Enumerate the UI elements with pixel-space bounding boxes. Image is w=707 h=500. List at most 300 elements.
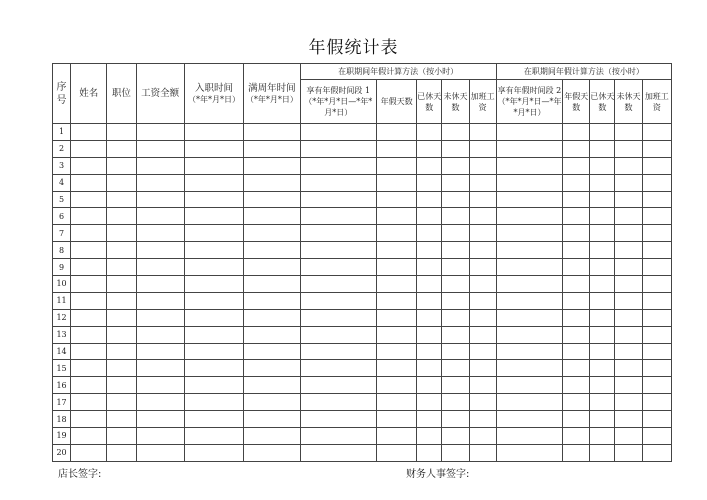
table-cell[interactable] — [184, 157, 243, 174]
table-cell[interactable] — [442, 140, 469, 157]
table-cell[interactable] — [590, 174, 615, 191]
table-cell[interactable] — [71, 377, 107, 394]
table-cell[interactable] — [71, 444, 107, 461]
table-cell[interactable] — [71, 276, 107, 293]
table-cell[interactable] — [107, 309, 136, 326]
table-cell[interactable] — [615, 360, 642, 377]
table-cell[interactable] — [496, 292, 562, 309]
table-cell[interactable] — [376, 174, 416, 191]
table-cell[interactable] — [376, 309, 416, 326]
table-cell[interactable] — [71, 360, 107, 377]
table-cell[interactable] — [184, 343, 243, 360]
table-cell[interactable] — [642, 174, 671, 191]
table-cell[interactable] — [442, 377, 469, 394]
table-cell[interactable] — [496, 360, 562, 377]
table-cell[interactable] — [563, 309, 590, 326]
table-cell[interactable] — [107, 360, 136, 377]
table-cell[interactable] — [615, 411, 642, 428]
table-cell[interactable] — [107, 428, 136, 445]
table-cell[interactable] — [496, 326, 562, 343]
table-cell[interactable] — [496, 157, 562, 174]
table-cell[interactable] — [300, 191, 376, 208]
table-cell[interactable] — [590, 157, 615, 174]
table-cell[interactable] — [244, 225, 300, 242]
table-cell[interactable] — [184, 276, 243, 293]
table-cell[interactable] — [469, 124, 496, 141]
table-cell[interactable] — [71, 411, 107, 428]
table-cell[interactable] — [107, 394, 136, 411]
table-cell[interactable] — [184, 309, 243, 326]
table-cell[interactable] — [442, 208, 469, 225]
table-cell[interactable] — [563, 292, 590, 309]
table-cell[interactable] — [300, 309, 376, 326]
table-cell[interactable] — [417, 157, 442, 174]
table-cell[interactable] — [184, 140, 243, 157]
table-cell[interactable] — [300, 343, 376, 360]
table-cell[interactable] — [563, 174, 590, 191]
table-cell[interactable] — [615, 225, 642, 242]
table-cell[interactable] — [642, 140, 671, 157]
table-cell[interactable] — [244, 326, 300, 343]
table-cell[interactable] — [107, 174, 136, 191]
table-cell[interactable] — [590, 360, 615, 377]
table-cell[interactable] — [442, 124, 469, 141]
table-cell[interactable] — [469, 377, 496, 394]
table-cell[interactable] — [496, 428, 562, 445]
table-cell[interactable] — [244, 124, 300, 141]
table-cell[interactable] — [563, 124, 590, 141]
table-cell[interactable] — [244, 276, 300, 293]
table-cell[interactable] — [642, 225, 671, 242]
table-cell[interactable] — [184, 174, 243, 191]
table-cell[interactable] — [590, 276, 615, 293]
table-cell[interactable] — [469, 394, 496, 411]
table-cell[interactable] — [442, 259, 469, 276]
table-cell[interactable] — [615, 377, 642, 394]
table-cell[interactable] — [417, 124, 442, 141]
table-cell[interactable] — [642, 208, 671, 225]
table-cell[interactable] — [417, 411, 442, 428]
table-cell[interactable] — [615, 394, 642, 411]
table-cell[interactable] — [136, 292, 184, 309]
table-cell[interactable] — [71, 259, 107, 276]
table-cell[interactable] — [136, 276, 184, 293]
table-cell[interactable] — [136, 326, 184, 343]
table-cell[interactable] — [615, 259, 642, 276]
table-cell[interactable] — [184, 191, 243, 208]
table-cell[interactable] — [376, 259, 416, 276]
table-cell[interactable] — [442, 444, 469, 461]
table-cell[interactable] — [107, 276, 136, 293]
table-cell[interactable] — [300, 326, 376, 343]
table-cell[interactable] — [469, 225, 496, 242]
table-cell[interactable] — [496, 276, 562, 293]
table-cell[interactable] — [244, 140, 300, 157]
table-cell[interactable] — [376, 343, 416, 360]
table-cell[interactable] — [244, 208, 300, 225]
table-cell[interactable] — [136, 225, 184, 242]
table-cell[interactable] — [244, 157, 300, 174]
table-cell[interactable] — [184, 377, 243, 394]
table-cell[interactable] — [136, 343, 184, 360]
table-cell[interactable] — [244, 174, 300, 191]
table-cell[interactable] — [300, 428, 376, 445]
table-cell[interactable] — [563, 276, 590, 293]
table-cell[interactable] — [469, 444, 496, 461]
table-cell[interactable] — [590, 326, 615, 343]
table-cell[interactable] — [300, 225, 376, 242]
table-cell[interactable] — [244, 444, 300, 461]
table-cell[interactable] — [442, 360, 469, 377]
table-cell[interactable] — [496, 411, 562, 428]
table-cell[interactable] — [136, 191, 184, 208]
table-cell[interactable] — [71, 343, 107, 360]
table-cell[interactable] — [71, 242, 107, 259]
table-cell[interactable] — [136, 394, 184, 411]
table-cell[interactable] — [496, 124, 562, 141]
table-cell[interactable] — [71, 292, 107, 309]
table-cell[interactable] — [71, 157, 107, 174]
table-cell[interactable] — [417, 326, 442, 343]
table-cell[interactable] — [563, 208, 590, 225]
table-cell[interactable] — [244, 191, 300, 208]
table-cell[interactable] — [615, 276, 642, 293]
table-cell[interactable] — [300, 208, 376, 225]
table-cell[interactable] — [107, 411, 136, 428]
table-cell[interactable] — [300, 276, 376, 293]
table-cell[interactable] — [496, 259, 562, 276]
table-cell[interactable] — [244, 292, 300, 309]
table-cell[interactable] — [417, 259, 442, 276]
table-cell[interactable] — [184, 360, 243, 377]
table-cell[interactable] — [469, 276, 496, 293]
table-cell[interactable] — [376, 157, 416, 174]
table-cell[interactable] — [107, 157, 136, 174]
table-cell[interactable] — [469, 292, 496, 309]
table-cell[interactable] — [244, 309, 300, 326]
table-cell[interactable] — [136, 124, 184, 141]
table-cell[interactable] — [244, 411, 300, 428]
table-cell[interactable] — [136, 157, 184, 174]
table-cell[interactable] — [442, 276, 469, 293]
table-cell[interactable] — [300, 444, 376, 461]
table-cell[interactable] — [496, 394, 562, 411]
table-cell[interactable] — [615, 208, 642, 225]
table-cell[interactable] — [469, 242, 496, 259]
table-cell[interactable] — [417, 394, 442, 411]
table-cell[interactable] — [107, 225, 136, 242]
table-cell[interactable] — [107, 343, 136, 360]
table-cell[interactable] — [563, 191, 590, 208]
table-cell[interactable] — [442, 411, 469, 428]
table-cell[interactable] — [107, 208, 136, 225]
table-cell[interactable] — [469, 309, 496, 326]
table-cell[interactable] — [300, 292, 376, 309]
table-cell[interactable] — [300, 394, 376, 411]
table-cell[interactable] — [376, 411, 416, 428]
table-cell[interactable] — [563, 259, 590, 276]
table-cell[interactable] — [184, 292, 243, 309]
table-cell[interactable] — [417, 292, 442, 309]
table-cell[interactable] — [71, 428, 107, 445]
table-cell[interactable] — [442, 309, 469, 326]
table-cell[interactable] — [590, 292, 615, 309]
table-cell[interactable] — [615, 444, 642, 461]
table-cell[interactable] — [615, 309, 642, 326]
table-cell[interactable] — [107, 242, 136, 259]
table-cell[interactable] — [107, 292, 136, 309]
table-cell[interactable] — [71, 225, 107, 242]
table-cell[interactable] — [71, 394, 107, 411]
table-cell[interactable] — [469, 140, 496, 157]
table-cell[interactable] — [469, 326, 496, 343]
table-cell[interactable] — [563, 326, 590, 343]
table-cell[interactable] — [590, 343, 615, 360]
table-cell[interactable] — [417, 377, 442, 394]
table-cell[interactable] — [469, 208, 496, 225]
table-cell[interactable] — [376, 124, 416, 141]
table-cell[interactable] — [469, 157, 496, 174]
table-cell[interactable] — [442, 428, 469, 445]
table-cell[interactable] — [615, 124, 642, 141]
table-cell[interactable] — [642, 191, 671, 208]
table-cell[interactable] — [376, 242, 416, 259]
table-cell[interactable] — [642, 276, 671, 293]
table-cell[interactable] — [642, 309, 671, 326]
table-cell[interactable] — [136, 428, 184, 445]
table-cell[interactable] — [184, 242, 243, 259]
table-cell[interactable] — [469, 191, 496, 208]
table-cell[interactable] — [563, 394, 590, 411]
table-cell[interactable] — [590, 124, 615, 141]
table-cell[interactable] — [615, 191, 642, 208]
table-cell[interactable] — [442, 326, 469, 343]
table-cell[interactable] — [136, 174, 184, 191]
table-cell[interactable] — [136, 140, 184, 157]
table-cell[interactable] — [563, 377, 590, 394]
table-cell[interactable] — [376, 140, 416, 157]
table-cell[interactable] — [442, 242, 469, 259]
table-cell[interactable] — [244, 394, 300, 411]
table-cell[interactable] — [615, 157, 642, 174]
table-cell[interactable] — [417, 343, 442, 360]
table-cell[interactable] — [563, 343, 590, 360]
table-cell[interactable] — [642, 157, 671, 174]
table-cell[interactable] — [442, 343, 469, 360]
table-cell[interactable] — [417, 360, 442, 377]
table-cell[interactable] — [590, 208, 615, 225]
table-cell[interactable] — [417, 276, 442, 293]
table-cell[interactable] — [469, 343, 496, 360]
table-cell[interactable] — [615, 140, 642, 157]
table-cell[interactable] — [442, 157, 469, 174]
table-cell[interactable] — [642, 411, 671, 428]
table-cell[interactable] — [184, 326, 243, 343]
table-cell[interactable] — [376, 360, 416, 377]
table-cell[interactable] — [107, 444, 136, 461]
table-cell[interactable] — [642, 124, 671, 141]
table-cell[interactable] — [496, 225, 562, 242]
table-cell[interactable] — [244, 259, 300, 276]
table-cell[interactable] — [376, 225, 416, 242]
table-cell[interactable] — [71, 174, 107, 191]
table-cell[interactable] — [563, 157, 590, 174]
table-cell[interactable] — [563, 360, 590, 377]
table-cell[interactable] — [496, 191, 562, 208]
table-cell[interactable] — [442, 394, 469, 411]
table-cell[interactable] — [376, 292, 416, 309]
table-cell[interactable] — [376, 191, 416, 208]
table-cell[interactable] — [642, 428, 671, 445]
table-cell[interactable] — [300, 174, 376, 191]
table-cell[interactable] — [376, 326, 416, 343]
table-cell[interactable] — [136, 377, 184, 394]
table-cell[interactable] — [615, 242, 642, 259]
table-cell[interactable] — [563, 242, 590, 259]
table-cell[interactable] — [590, 191, 615, 208]
table-cell[interactable] — [300, 377, 376, 394]
table-cell[interactable] — [300, 140, 376, 157]
table-cell[interactable] — [442, 174, 469, 191]
table-cell[interactable] — [496, 309, 562, 326]
table-cell[interactable] — [417, 191, 442, 208]
table-cell[interactable] — [71, 326, 107, 343]
table-cell[interactable] — [615, 428, 642, 445]
table-cell[interactable] — [71, 309, 107, 326]
table-cell[interactable] — [244, 360, 300, 377]
table-cell[interactable] — [376, 394, 416, 411]
table-cell[interactable] — [184, 208, 243, 225]
table-cell[interactable] — [71, 124, 107, 141]
table-cell[interactable] — [496, 343, 562, 360]
table-cell[interactable] — [642, 343, 671, 360]
table-cell[interactable] — [300, 124, 376, 141]
table-cell[interactable] — [469, 259, 496, 276]
table-cell[interactable] — [615, 174, 642, 191]
table-cell[interactable] — [642, 242, 671, 259]
table-cell[interactable] — [184, 428, 243, 445]
table-cell[interactable] — [136, 242, 184, 259]
table-cell[interactable] — [244, 428, 300, 445]
table-cell[interactable] — [300, 411, 376, 428]
table-cell[interactable] — [244, 343, 300, 360]
table-cell[interactable] — [615, 292, 642, 309]
table-cell[interactable] — [590, 140, 615, 157]
table-cell[interactable] — [469, 428, 496, 445]
table-cell[interactable] — [107, 124, 136, 141]
table-cell[interactable] — [496, 444, 562, 461]
table-cell[interactable] — [136, 444, 184, 461]
table-cell[interactable] — [590, 411, 615, 428]
table-cell[interactable] — [136, 259, 184, 276]
table-cell[interactable] — [590, 444, 615, 461]
table-cell[interactable] — [107, 326, 136, 343]
table-cell[interactable] — [184, 411, 243, 428]
table-cell[interactable] — [71, 208, 107, 225]
table-cell[interactable] — [184, 444, 243, 461]
table-cell[interactable] — [417, 428, 442, 445]
table-cell[interactable] — [590, 242, 615, 259]
table-cell[interactable] — [300, 360, 376, 377]
table-cell[interactable] — [300, 242, 376, 259]
table-cell[interactable] — [496, 174, 562, 191]
table-cell[interactable] — [136, 411, 184, 428]
table-cell[interactable] — [615, 343, 642, 360]
table-cell[interactable] — [642, 360, 671, 377]
table-cell[interactable] — [417, 140, 442, 157]
table-cell[interactable] — [376, 428, 416, 445]
table-cell[interactable] — [300, 259, 376, 276]
table-cell[interactable] — [417, 225, 442, 242]
table-cell[interactable] — [184, 259, 243, 276]
table-cell[interactable] — [496, 140, 562, 157]
table-cell[interactable] — [244, 242, 300, 259]
table-cell[interactable] — [469, 174, 496, 191]
table-cell[interactable] — [376, 276, 416, 293]
table-cell[interactable] — [136, 309, 184, 326]
table-cell[interactable] — [107, 377, 136, 394]
table-cell[interactable] — [417, 444, 442, 461]
table-cell[interactable] — [244, 377, 300, 394]
table-cell[interactable] — [642, 259, 671, 276]
table-cell[interactable] — [642, 377, 671, 394]
table-cell[interactable] — [496, 377, 562, 394]
table-cell[interactable] — [107, 140, 136, 157]
table-cell[interactable] — [469, 411, 496, 428]
table-cell[interactable] — [184, 394, 243, 411]
table-cell[interactable] — [107, 259, 136, 276]
table-cell[interactable] — [563, 411, 590, 428]
table-cell[interactable] — [642, 292, 671, 309]
table-cell[interactable] — [417, 309, 442, 326]
table-cell[interactable] — [136, 360, 184, 377]
table-cell[interactable] — [590, 394, 615, 411]
table-cell[interactable] — [590, 377, 615, 394]
table-cell[interactable] — [496, 208, 562, 225]
table-cell[interactable] — [496, 242, 562, 259]
table-cell[interactable] — [590, 428, 615, 445]
table-cell[interactable] — [184, 225, 243, 242]
table-cell[interactable] — [300, 157, 376, 174]
table-cell[interactable] — [376, 208, 416, 225]
table-cell[interactable] — [442, 292, 469, 309]
table-cell[interactable] — [442, 225, 469, 242]
table-cell[interactable] — [417, 174, 442, 191]
table-cell[interactable] — [71, 191, 107, 208]
table-cell[interactable] — [642, 326, 671, 343]
table-cell[interactable] — [442, 191, 469, 208]
table-cell[interactable] — [615, 326, 642, 343]
table-cell[interactable] — [642, 394, 671, 411]
table-cell[interactable] — [417, 242, 442, 259]
table-cell[interactable] — [563, 225, 590, 242]
table-cell[interactable] — [590, 259, 615, 276]
table-cell[interactable] — [563, 428, 590, 445]
table-cell[interactable] — [107, 191, 136, 208]
table-cell[interactable] — [184, 124, 243, 141]
table-cell[interactable] — [642, 444, 671, 461]
table-cell[interactable] — [590, 309, 615, 326]
table-cell[interactable] — [71, 140, 107, 157]
table-cell[interactable] — [136, 208, 184, 225]
table-cell[interactable] — [563, 444, 590, 461]
table-cell[interactable] — [469, 360, 496, 377]
table-cell[interactable] — [417, 208, 442, 225]
table-cell[interactable] — [376, 377, 416, 394]
table-cell[interactable] — [376, 444, 416, 461]
table-cell[interactable] — [563, 140, 590, 157]
table-cell[interactable] — [590, 225, 615, 242]
